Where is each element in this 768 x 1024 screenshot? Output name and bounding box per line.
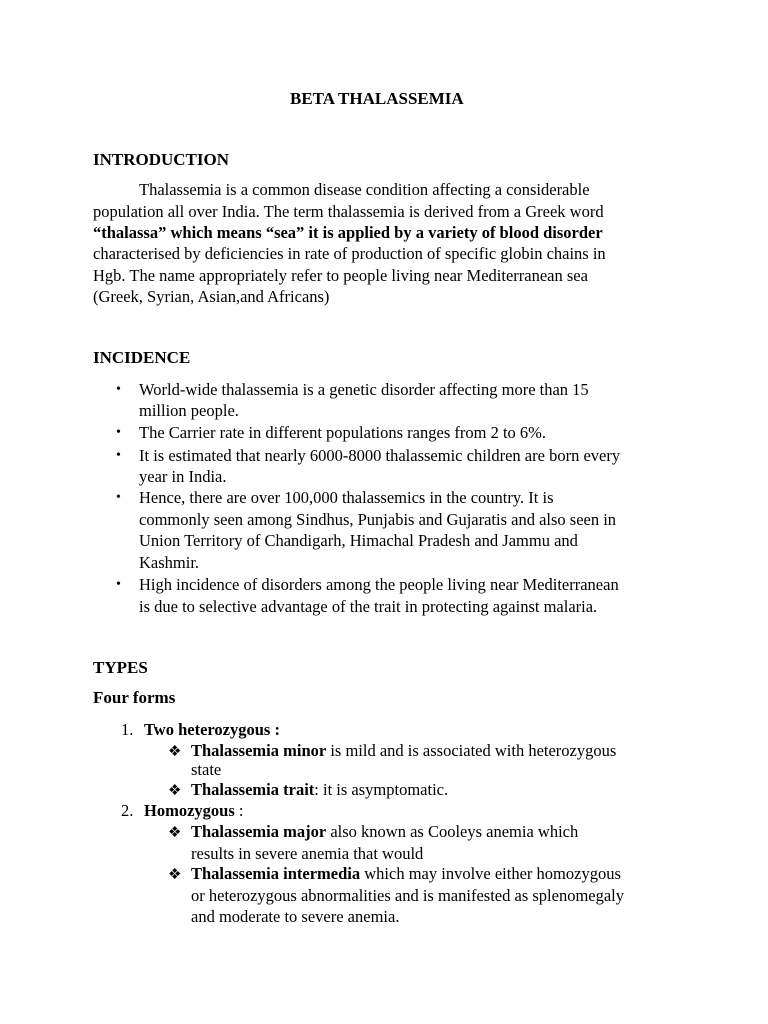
incidence-item-3-line-1: It is estimated that nearly 6000-8000 thalassemic children are born every (139, 446, 621, 465)
subitem-term: Thalassemia minor (191, 741, 327, 760)
types-subheading: Four forms (93, 688, 176, 707)
incidence-item-5-line-2: is due to selective advantage of the trait in protecting against malaria. (139, 597, 598, 616)
incidence-item-3-line-2: year in India. (139, 467, 227, 486)
incidence-item-5-line-1: High incidence of disorders among the people living near Mediterranean (139, 575, 619, 594)
subitem-term: Thalassemia intermedia (191, 864, 361, 883)
intro-line-6: (Greek, Syrian, Asian,and Africans) (93, 287, 330, 306)
subitem-term: Thalassemia major (191, 822, 327, 841)
bullet-icon: • (116, 425, 121, 440)
incidence-item-1-line-2: million people. (139, 401, 239, 420)
bullet-icon: • (116, 490, 121, 505)
document-title: BETA THALASSEMIA (290, 89, 464, 108)
incidence-item-2-line-1: The Carrier rate in different populations ranges from 2 to 6%. (139, 423, 547, 442)
types-heading: TYPES (93, 658, 148, 677)
subitem-line (191, 780, 448, 800)
list-number: 1. (121, 720, 134, 739)
intro-line-5: Hgb. The name appropriately refer to people living near Mediterranean sea (93, 266, 588, 285)
incidence-heading: INCIDENCE (93, 348, 191, 367)
incidence-item-4-line-3: Union Territory of Chandigarh, Himachal Pradesh and Jammu and (139, 531, 578, 550)
form-title: Homozygous (144, 801, 235, 820)
subitem-continuation-2: and moderate to severe anemia. (191, 907, 400, 926)
subitem-text: also known as Cooleys anemia which (326, 822, 579, 841)
form-title-line (144, 801, 243, 821)
bullet-icon: • (116, 382, 121, 397)
bullet-icon: • (116, 577, 121, 592)
intro-line-2: population all over India. The term thalassemia is derived from a Greek word (93, 202, 604, 221)
diamond-bullet-icon: ❖ (168, 744, 182, 760)
intro-line-1: Thalassemia is a common disease condition affecting a considerable (139, 180, 590, 199)
form-title-suffix: : (234, 801, 244, 820)
intro-line-3: “thalassa” which means “sea” it is applied by a variety of blood disorder (93, 223, 603, 242)
form-title: Two heterozygous : (144, 720, 280, 739)
incidence-item-4-line-1: Hence, there are over 100,000 thalassemics in the country. It is (139, 488, 554, 507)
incidence-item-4-line-2: commonly seen among Sindhus, Punjabis and Gujaratis and also seen in (139, 510, 617, 529)
subitem-line (191, 864, 621, 884)
incidence-item-1-line-1: World-wide thalassemia is a genetic disorder affecting more than 15 (139, 380, 589, 399)
incidence-item-4-line-4: Kashmir. (139, 553, 200, 572)
subitem-continuation: or heterozygous abnormalities and is manifested as splenomegaly (191, 886, 625, 905)
subitem-term: Thalassemia trait (191, 780, 315, 799)
subitem-continuation: state (191, 760, 222, 779)
subitem-text: is mild and is associated with heterozygous (326, 741, 617, 760)
subitem-text: : it is asymptomatic. (314, 780, 449, 799)
introduction-heading: INTRODUCTION (93, 150, 230, 169)
intro-line-4: characterised by deficiencies in rate of production of specific globin chains in (93, 244, 606, 263)
diamond-bullet-icon: ❖ (168, 867, 182, 883)
diamond-bullet-icon: ❖ (168, 825, 182, 841)
subitem-continuation: results in severe anemia that would (191, 844, 424, 863)
bullet-icon: • (116, 448, 121, 463)
list-number: 2. (121, 801, 134, 820)
subitem-line (191, 822, 578, 842)
subitem-text: which may involve either homozygous (360, 864, 621, 883)
subitem-line (191, 741, 616, 761)
diamond-bullet-icon: ❖ (168, 783, 182, 799)
